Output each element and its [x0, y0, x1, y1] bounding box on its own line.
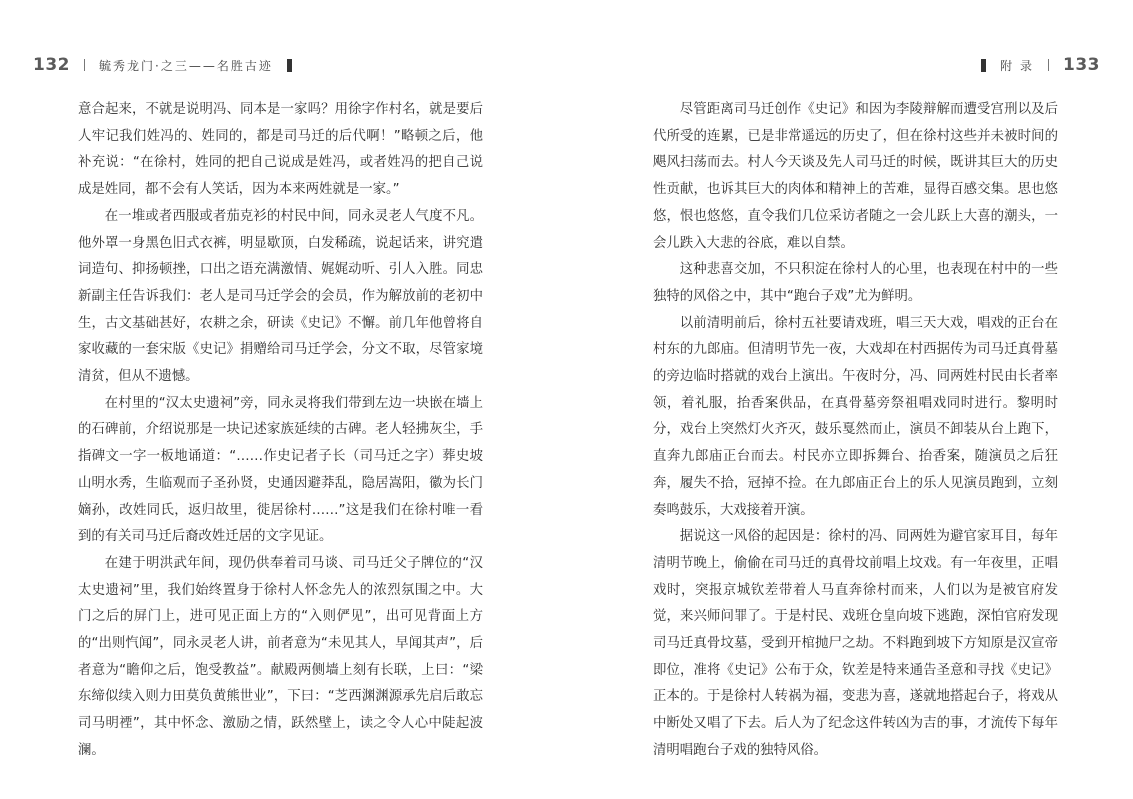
- paragraph: 以前清明前后，徐村五社要请戏班，唱三天大戏，唱戏的正台在村东的九郎庙。但清明节先一夜，大戏却在村西据传为司马迁真骨墓的旁边临时搭就的戏台上演出。午夜时分，冯、同两姓村民由长者率领，着礼服，抬香案供品，在真骨墓旁祭祖唱戏同时进行。黎明时分，戏台上突然灯火齐灭，鼓乐戛然而止，演员不卸装从台上跑下，直奔九郎庙正台而去。村民亦立即拆舞台、抬香案，随演员之后狂奔，履失不拾，冠掉不捡。在九郎庙正台上的乐人见演员跑到，立刻奏鸣鼓乐，大戏接着开演。: [653, 315, 1058, 518]
- paragraph: 在建于明洪武年间，现仍供奉着司马谈、司马迁父子牌位的“汉太史遗祠”里，我们始终置身于徐村人怀念先人的浓烈氛围之中。大门之后的屏门上，进可见正面上方的“入则俨见”，出可见背面上方的“出则忾闻”，同永灵老人讲，前者意为“未见其人，早闻其声”，后者意为“瞻仰之后，饱受教益”。献殿两侧墙上刻有长联，上曰：“梁东缔似续入则力田莫负黄熊世业”，下曰：“芝西渊渊源承先启后敢忘司马明禋”，其中怀念、激励之情，跃然壁上，读之令人心中陡起波澜。: [78, 555, 483, 758]
- right-page-header: [981, 52, 1100, 78]
- right-page-number: 133: [1063, 55, 1100, 75]
- header-marker-bar: [981, 59, 986, 72]
- left-page-header: [33, 52, 292, 78]
- header-divider: [1048, 59, 1049, 71]
- paragraph: 据说这一风俗的起因是：徐村的冯、同两姓为避官家耳目，每年清明节晚上，偷偷在司马迁的真骨坟前唱上坟戏。有一年夜里，正唱戏时，突报京城钦差带着人马直奔徐村而来，人们以为是被官府发觉，来兴师问罪了。于是村民、戏班仓皇向坡下逃跑，深怕官府发现司马迁真骨坟墓，受到开棺抛尸之劫。不料跑到坡下方知原是汉宣帝即位，准将《史记》公布于众，钦差是特来通告圣意和寻找《史记》正本的。于是徐村人转祸为福，变悲为喜，遂就地搭起台子，将戏从中断处又唱了下去。后人为了纪念这件转凶为吉的事，才流传下每年清明唱跑台子戏的独特风俗。: [653, 529, 1058, 758]
- header-divider: [84, 59, 85, 71]
- right-body-text: [653, 97, 1058, 765]
- paragraph: 在村里的“汉太史遗祠”旁，同永灵将我们带到左边一块嵌在墙上的石碑前，介绍说那是一块记述家族延续的古碑。老人轻拂灰尘，手指碑文一字一板地诵道：“……作史记者子长（司马迁之字）葬史坡山明水秀，生临观而子圣孙贤，史通因避莽乱，隐居嵩阳，徽为长门嫡孙，改姓同氏，返归故里，徙居徐村……”这是我们在徐村唯一看到的有关司马迁后裔改姓迁居的文字见证。: [78, 395, 483, 545]
- left-running-head: 毓秀龙门·之三——名胜古迹: [99, 58, 273, 73]
- paragraph: 这种悲喜交加，不只积淀在徐村人的心里，也表现在村中的一些独特的风俗之中，其中“跑台子戏”尤为鲜明。: [653, 262, 1058, 304]
- paragraph: 在一堆或者西服或者茄克衫的村民中间，同永灵老人气度不凡。他外罩一身黑色旧式衣裤，明显歇顶，白发稀疏，说起话来，讲究遣词造句、抑扬顿挫，口出之语充满激情、娓娓动听、引人入胜。同忠新副主任告诉我们：老人是司马迁学会的会员，作为解放前的老初中生，古文基础甚好，农耕之余，研读《史记》不懈。前几年他曾将自家收藏的一套宋版《史记》捐赠给司马迁学会，分文不取，尽管家境清贫，但从不遗憾。: [78, 208, 483, 385]
- right-running-head: 附 录: [1000, 58, 1034, 73]
- right-page: [566, 0, 1133, 799]
- paragraph: 意合起来，不就是说明冯、同本是一家吗？用徐字作村名，就是要后人牢记我们姓冯的、姓同的，都是司马迁的后代啊！”略顿之后，他补充说：“在徐村，姓同的把自己说成是姓冯，或者姓冯的把自己说成是姓同，都不会有人笑话，因为本来两姓就是一家。”: [78, 102, 483, 198]
- header-marker-bar: [287, 59, 292, 72]
- paragraph: 尽管距离司马迁创作《史记》和因为李陵辩解而遭受宫刑以及后代所受的连累，已是非常遥远的历史了，但在徐村这些并未被时间的飓风扫荡而去。村人今天谈及先人司马迁的时候，既讲其巨大的历史性贡献，也诉其巨大的肉体和精神上的苦难，显得百感交集。思也悠悠，恨也悠悠，直令我们几位采访者随之一会儿跃上大喜的潮头，一会儿跌入大悲的谷底，难以自禁。: [653, 102, 1058, 251]
- left-page: [0, 0, 566, 799]
- left-body-text: [78, 97, 483, 765]
- left-page-number: 132: [33, 55, 70, 75]
